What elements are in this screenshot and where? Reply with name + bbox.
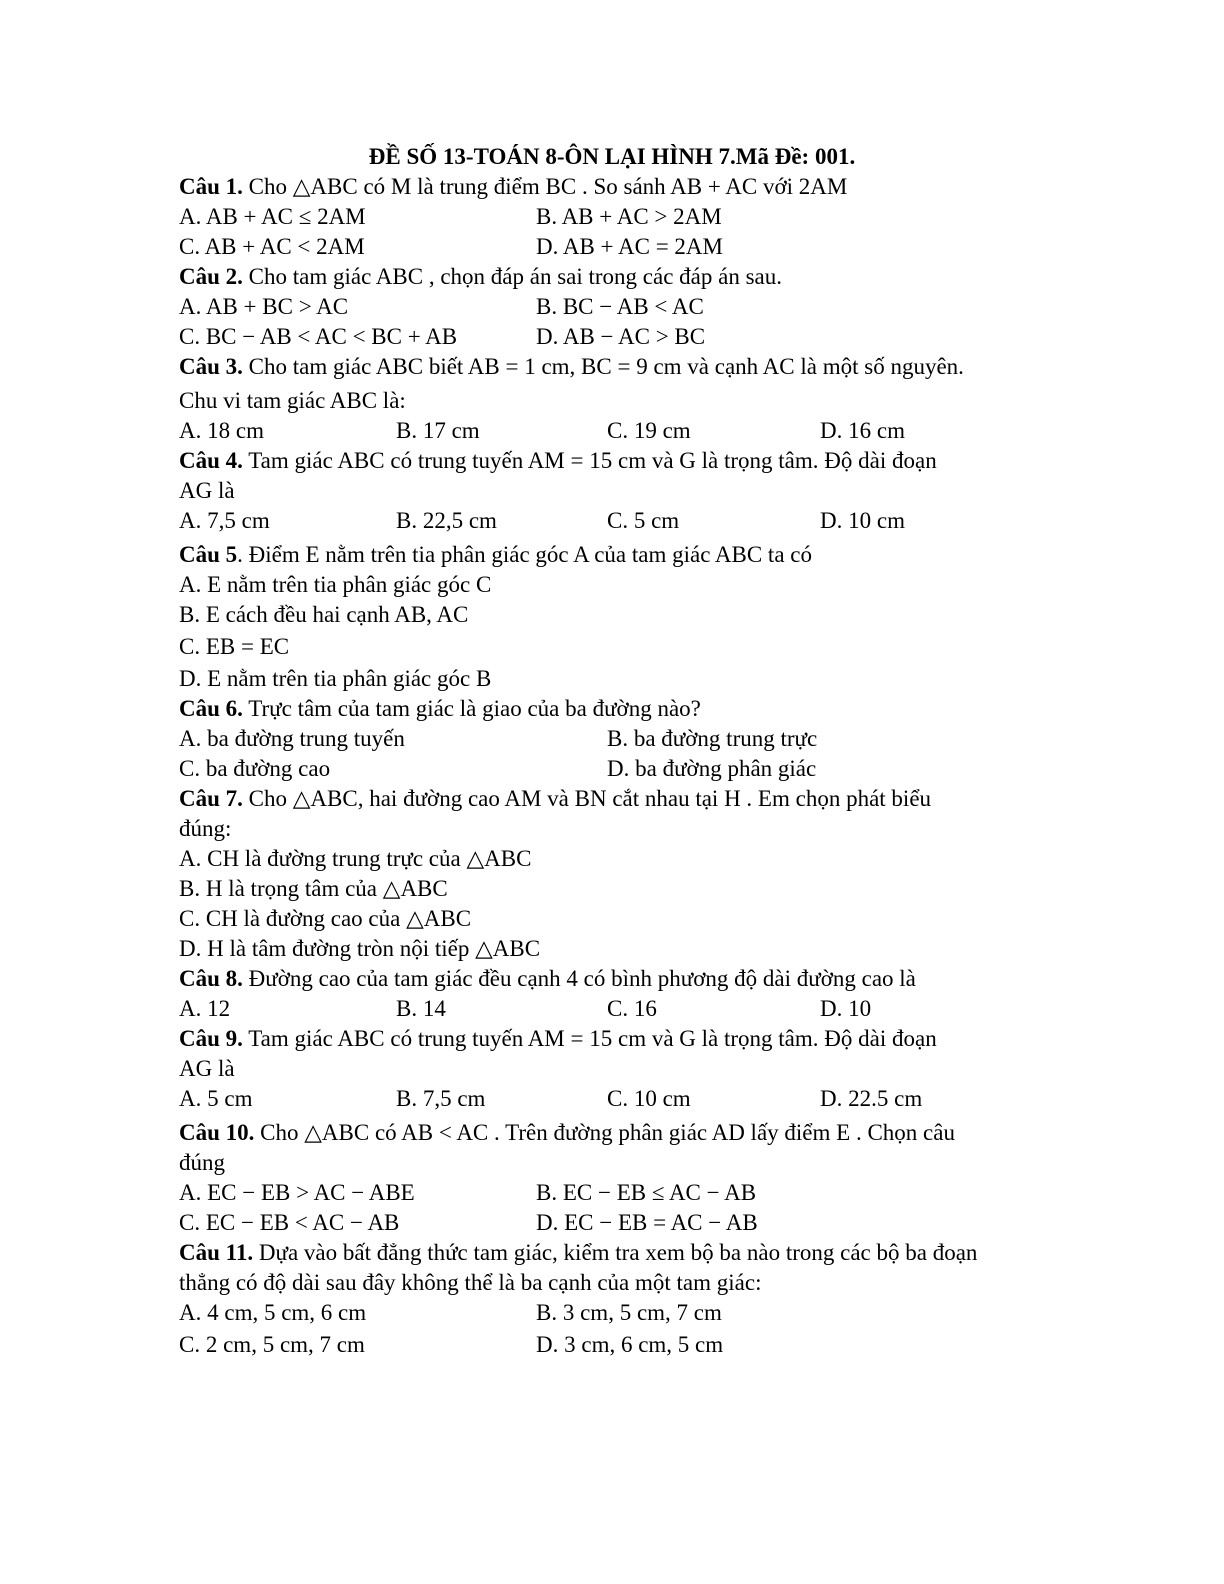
question-label: Câu 10.	[179, 1120, 255, 1145]
question-text: Dựa vào bất đẳng thức tam giác, kiểm tra xem bộ ba nào trong các bộ ba đoạn	[253, 1240, 978, 1265]
option-c[interactable]: C. 19 cm	[607, 418, 691, 443]
option-c[interactable]: C. EC − EB < AC − AB	[179, 1210, 400, 1235]
question-6	[179, 694, 701, 724]
question-text: Cho tam giác ABC biết AB = 1 cm, BC = 9 cm và cạnh AC là một số nguyên.	[242, 354, 964, 379]
question-text: Tam giác ABC có trung tuyến AM = 15 cm và G là trọng tâm. Độ dài đoạn	[242, 448, 937, 473]
option-c[interactable]: C. CH là đường cao của △ABC	[179, 906, 472, 931]
option-a[interactable]: A. AB + AC ≤ 2AM	[179, 204, 366, 229]
option-b[interactable]: B. 7,5 cm	[396, 1086, 486, 1111]
question-label: Câu 7.	[179, 786, 243, 811]
option-a[interactable]: A. ba đường trung tuyến	[179, 726, 405, 751]
option-a[interactable]: A. CH là đường trung trực của △ABC	[179, 846, 532, 871]
option-d[interactable]: D. AB + AC = 2AM	[536, 234, 723, 259]
option-d[interactable]: D. E nằm trên tia phân giác góc B	[179, 666, 492, 691]
option-b[interactable]: B. ba đường trung trực	[607, 726, 818, 751]
option-d[interactable]: D. 10 cm	[820, 508, 905, 533]
option-c[interactable]: C. 16	[607, 996, 657, 1021]
question-text-line2: Chu vi tam giác ABC là:	[179, 388, 406, 413]
option-d[interactable]: D. EC − EB = AC − AB	[536, 1210, 758, 1235]
option-a[interactable]: A. 4 cm, 5 cm, 6 cm	[179, 1300, 367, 1325]
option-d[interactable]: D. ba đường phân giác	[607, 756, 817, 781]
option-b[interactable]: B. BC − AB < AC	[536, 294, 704, 319]
option-a[interactable]: A. 7,5 cm	[179, 508, 270, 533]
option-b[interactable]: B. 14	[396, 996, 446, 1021]
question-text-line2: đúng	[179, 1150, 225, 1175]
option-a[interactable]: A. E nằm trên tia phân giác góc C	[179, 572, 492, 597]
question-text: Cho tam giác ABC , chọn đáp án sai trong các đáp án sau.	[242, 264, 782, 289]
option-c[interactable]: C. EB = EC	[179, 634, 290, 659]
question-label: Câu 6.	[179, 696, 243, 721]
exam-title: ĐỀ SỐ 13-TOÁN 8-ÔN LẠI HÌNH 7.Mã Đề: 001.	[368, 144, 856, 169]
option-c[interactable]: C. AB + AC < 2AM	[179, 234, 365, 259]
option-d[interactable]: D. 3 cm, 6 cm, 5 cm	[536, 1332, 724, 1357]
question-label: Câu 3.	[179, 354, 243, 379]
option-a[interactable]: A. 18 cm	[179, 418, 264, 443]
question-9	[179, 1024, 937, 1054]
question-3	[179, 352, 964, 382]
option-d[interactable]: D. 16 cm	[820, 418, 905, 443]
question-label: Câu 5	[179, 542, 238, 567]
question-text: Tam giác ABC có trung tuyến AM = 15 cm và G là trọng tâm. Độ dài đoạn	[242, 1026, 937, 1051]
question-text: Cho △ABC có M là trung điểm BC . So sánh AB + AC với 2AM	[242, 174, 848, 199]
question-text-line2: thẳng có độ dài sau đây không thể là ba cạnh của một tam giác:	[179, 1270, 762, 1295]
question-1	[179, 172, 847, 202]
question-text: Cho △ABC, hai đường cao AM và BN cắt nhau tại H . Em chọn phát biểu	[242, 786, 932, 811]
question-text: Đường cao của tam giác đều cạnh 4 có bình phương độ dài đường cao là	[242, 966, 916, 991]
option-d[interactable]: D. 10	[820, 996, 872, 1021]
option-b[interactable]: B. H là trọng tâm của △ABC	[179, 876, 448, 901]
option-a[interactable]: A. 5 cm	[179, 1086, 253, 1111]
question-text-line2: AG là	[179, 1056, 235, 1081]
question-5	[179, 540, 812, 570]
option-b[interactable]: B. 17 cm	[396, 418, 480, 443]
question-8	[179, 964, 916, 994]
question-label: Câu 4.	[179, 448, 243, 473]
option-c[interactable]: C. 2 cm, 5 cm, 7 cm	[179, 1332, 365, 1357]
option-c[interactable]: C. BC − AB < AC < BC + AB	[179, 324, 458, 349]
question-text-line2: đúng:	[179, 816, 232, 841]
question-text-line2: AG là	[179, 478, 235, 503]
question-11	[179, 1238, 977, 1268]
option-b[interactable]: B. E cách đều hai cạnh AB, AC	[179, 602, 469, 627]
question-label: Câu 1.	[179, 174, 243, 199]
question-label: Câu 2.	[179, 264, 243, 289]
option-a[interactable]: A. 12	[179, 996, 231, 1021]
option-b[interactable]: B. 22,5 cm	[396, 508, 497, 533]
question-10	[179, 1118, 955, 1148]
question-2	[179, 262, 782, 292]
option-d[interactable]: D. H là tâm đường tròn nội tiếp △ABC	[179, 936, 541, 961]
option-c[interactable]: C. ba đường cao	[179, 756, 331, 781]
option-b[interactable]: B. 3 cm, 5 cm, 7 cm	[536, 1300, 722, 1325]
option-a[interactable]: A. AB + BC > AC	[179, 294, 349, 319]
option-b[interactable]: B. EC − EB ≤ AC − AB	[536, 1180, 757, 1205]
option-c[interactable]: C. 10 cm	[607, 1086, 691, 1111]
question-7	[179, 784, 931, 814]
question-label: Câu 9.	[179, 1026, 243, 1051]
question-label: Câu 8.	[179, 966, 243, 991]
question-text: . Điểm E nằm trên tia phân giác góc A của tam giác ABC ta có	[237, 542, 812, 567]
option-a[interactable]: A. EC − EB > AC − ABE	[179, 1180, 415, 1205]
question-4	[179, 446, 937, 476]
option-b[interactable]: B. AB + AC > 2AM	[536, 204, 722, 229]
option-d[interactable]: D. 22.5 cm	[820, 1086, 923, 1111]
question-text: Trực tâm của tam giác là giao của ba đường nào?	[242, 696, 701, 721]
question-label: Câu 11.	[179, 1240, 254, 1265]
option-c[interactable]: C. 5 cm	[607, 508, 680, 533]
option-d[interactable]: D. AB − AC > BC	[536, 324, 706, 349]
question-text: Cho △ABC có AB < AC . Trên đường phân giác AD lấy điểm E . Chọn câu	[254, 1120, 955, 1145]
